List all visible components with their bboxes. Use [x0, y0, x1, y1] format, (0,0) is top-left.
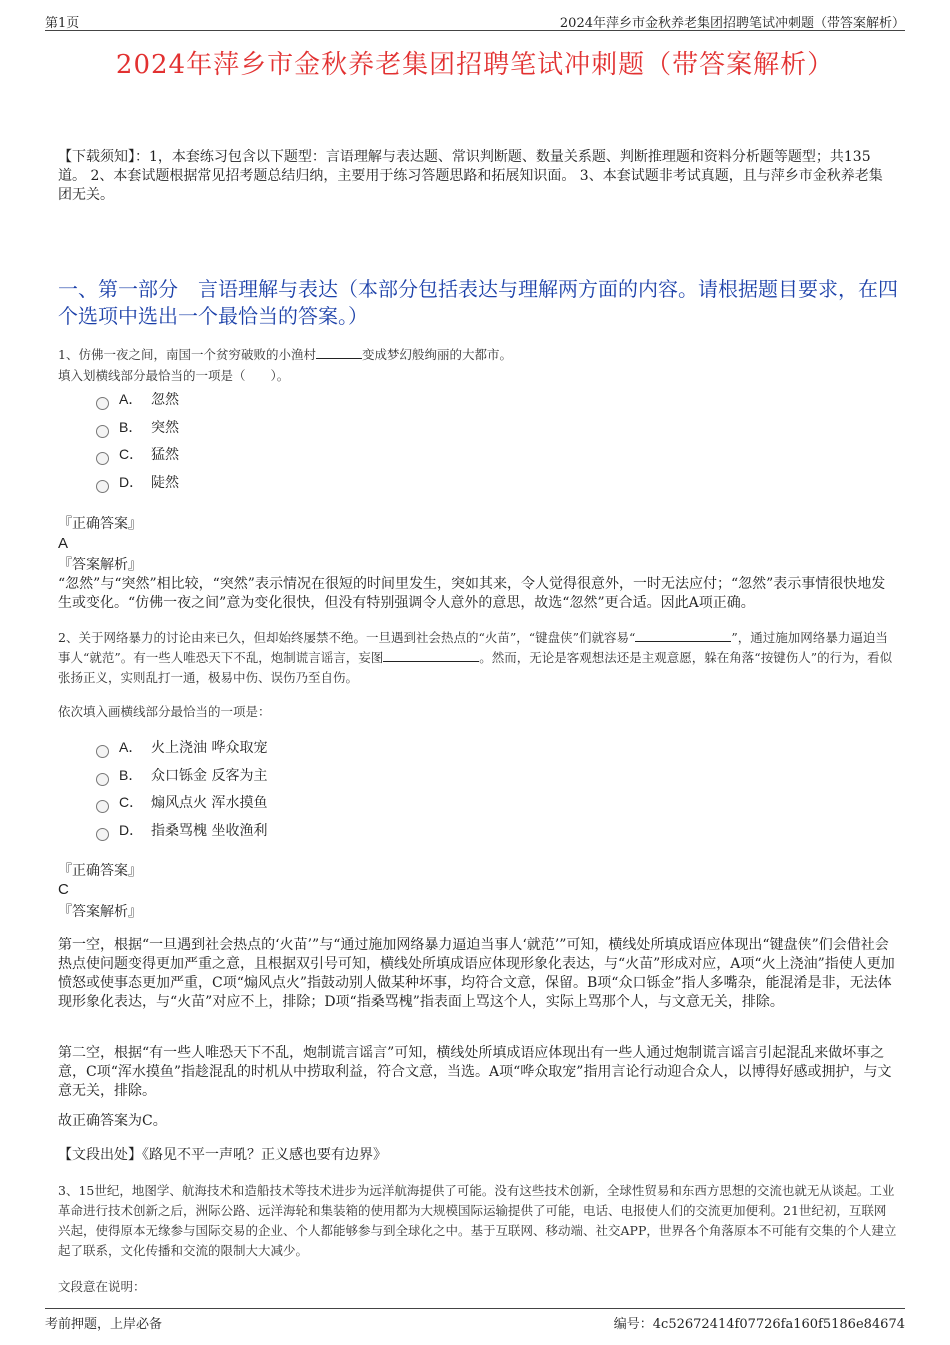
q2-answer: C — [58, 881, 69, 898]
q2-option-d[interactable]: D． 指桑骂槐 坐收渔利 — [96, 819, 267, 841]
q2-option-b[interactable]: B． 众口铄金 反客为主 — [96, 764, 267, 786]
q1-answer: A — [58, 535, 69, 552]
radio-icon[interactable] — [96, 397, 109, 410]
radio-icon[interactable] — [96, 745, 109, 758]
q1-instruction: 填入划横线部分最恰当的一项是（ ）。 — [58, 368, 290, 383]
page-number: 第1页 — [45, 16, 80, 31]
radio-icon[interactable] — [96, 773, 109, 786]
q1-blank — [316, 346, 362, 359]
q1-answer-label: 『正确答案』 — [58, 516, 142, 532]
footer-doc-id: 编号：4c52672414f07726fa160f5186e84674 — [613, 1317, 905, 1332]
download-notice: 【下载须知】：1，本套练习包含以下题型：言语理解与表达题、常识判断题、数量关系题、判断推理题和资料分析题等题型；共135道。 2、本套试题根据常见招考题总结归纳，主要用于练习答题思路和拓展知识面。 3、本套试题非考试真题，且与萍乡市金秋养老集团无关。 — [58, 149, 883, 203]
q1-option-d[interactable]: D． 陡然 — [96, 471, 179, 493]
radio-icon[interactable] — [96, 828, 109, 841]
q1-option-a[interactable]: A． 忽然 — [96, 388, 179, 410]
q2-conclusion: 故正确答案为C。 — [58, 1113, 167, 1129]
radio-icon[interactable] — [96, 800, 109, 813]
header-doc-title: 2024年萍乡市金秋养老集团招聘笔试冲刺题（带答案解析） — [559, 16, 905, 31]
q2-answer-label: 『正确答案』 — [58, 863, 142, 879]
q3-stem: 3、15世纪，地图学、航海技术和造船技术等技术进步为远洋航海提供了可能。没有这些技术创新，全球性贸易和东西方思想的交流也就无从谈起。工业革命进行技术创新之后，洲际公路、远洋海轮和集装箱的使用都为大规模国际运输提供了可能，电话、电报使人们的交流更加便利。21世纪初，互联网兴起，使得原本无缘参与国际交易的企业、个人都能够参与到全球化之中。基于互联网、移动端、社交APP，世界各个角落原本不可能有交集的个人建立起了联系，文化传播和交流的限制大大减少。 — [58, 1183, 897, 1258]
q2-analysis-p2: 第二空，根据“有一些人唯恐天下不乱，炮制谎言谣言”可知，横线处所填成语应体现出有一些人通过炮制谎言谣言引起混乱来做坏事之意，C项“浑水摸鱼”指趁混乱的时机从中捞取利益，符合文意，当选。A项“哗众取宠”指用言论行动迎合众人，以博得好感或拥护，与文意无关，排除。 — [58, 1045, 892, 1099]
q1-analysis: “忽然”与“突然”相比较，“突然”表示情况在很短的时间里发生，突如其来，令人觉得很意外，一时无法应付；“忽然”表示事情很快地发生或变化。“仿佛一夜之间”意为变化很快，但没有特别强调令人意外的意思，故选“忽然”更合适。因此A项正确。 — [58, 576, 886, 611]
q1-stem: 1、仿佛一夜之间，南国一个贫穷破败的小渔村 变成梦幻般绚丽的大都市。 — [58, 347, 512, 362]
page-header — [45, 8, 905, 31]
footer-slogan: 考前押题，上岸必备 — [45, 1317, 163, 1332]
q2-option-c[interactable]: C． 煽风点火 浑水摸鱼 — [96, 791, 267, 813]
radio-icon[interactable] — [96, 425, 109, 438]
q1-analysis-label: 『答案解析』 — [58, 557, 142, 573]
radio-icon[interactable] — [96, 480, 109, 493]
q2-blank-2 — [383, 649, 479, 662]
q2-stem: 2、关于网络暴力的讨论由来已久，但却始终屡禁不绝。一旦遇到社会热点的“火苗”，“键盘侠”们就容易“ ”，通过施加网络暴力逼迫当事人“就范”。有一些人唯恐天下不乱，炮制谎言谣言，妄图 。然而，无论是客观想法还是主观意愿，躲在角落“按键伤人”的行为，看似张扬正义，实则乱打一通，极易中伤、误伤乃至自伤。 — [58, 630, 893, 685]
page-title: 2024年萍乡市金秋养老集团招聘笔试冲刺题（带答案解析） — [115, 50, 835, 80]
q1-option-b[interactable]: B． 突然 — [96, 416, 179, 438]
radio-icon[interactable] — [96, 452, 109, 465]
q2-instruction: 依次填入画横线部分最恰当的一项是： — [58, 704, 271, 719]
q2-source: 【文段出处】《路见不平一声吼？正义感也要有边界》 — [58, 1147, 387, 1163]
q2-blank-1 — [635, 629, 731, 642]
page-footer — [45, 1308, 905, 1331]
q2-analysis-label: 『答案解析』 — [58, 904, 142, 920]
q1-option-c[interactable]: C． 猛然 — [96, 443, 179, 465]
q3-instruction: 文段意在说明： — [58, 1279, 146, 1294]
q2-option-a[interactable]: A． 火上浇油 哗众取宠 — [96, 736, 267, 758]
section-heading: 一、第一部分 言语理解与表达（本部分包括表达与理解两方面的内容。请根据题目要求，在四个选项中选出一个最恰当的答案。） — [58, 277, 898, 328]
q2-analysis-p1: 第一空，根据“一旦遇到社会热点的‘火苗’”与“通过施加网络暴力逼迫当事人‘就范’”可知，横线处所填成语应体现出“键盘侠”们会借社会热点使问题变得更加严重之意，且根据双引号可知，横线处所填成语应体现形象化表达，与“火苗”形成对应，A项“火上浇油”指使人更加愤怒或使事态更加严重，C项“煽风点火”指鼓动别人做某种坏事，均符合文意，保留。B项“众口铄金”指人多嘴杂，能混淆是非，无法体现形象化表达，与“火苗”对应不上，排除；D项“指桑骂槐”指表面上骂这个人，实际上骂那个人，与文意无关，排除。 — [58, 937, 895, 1010]
